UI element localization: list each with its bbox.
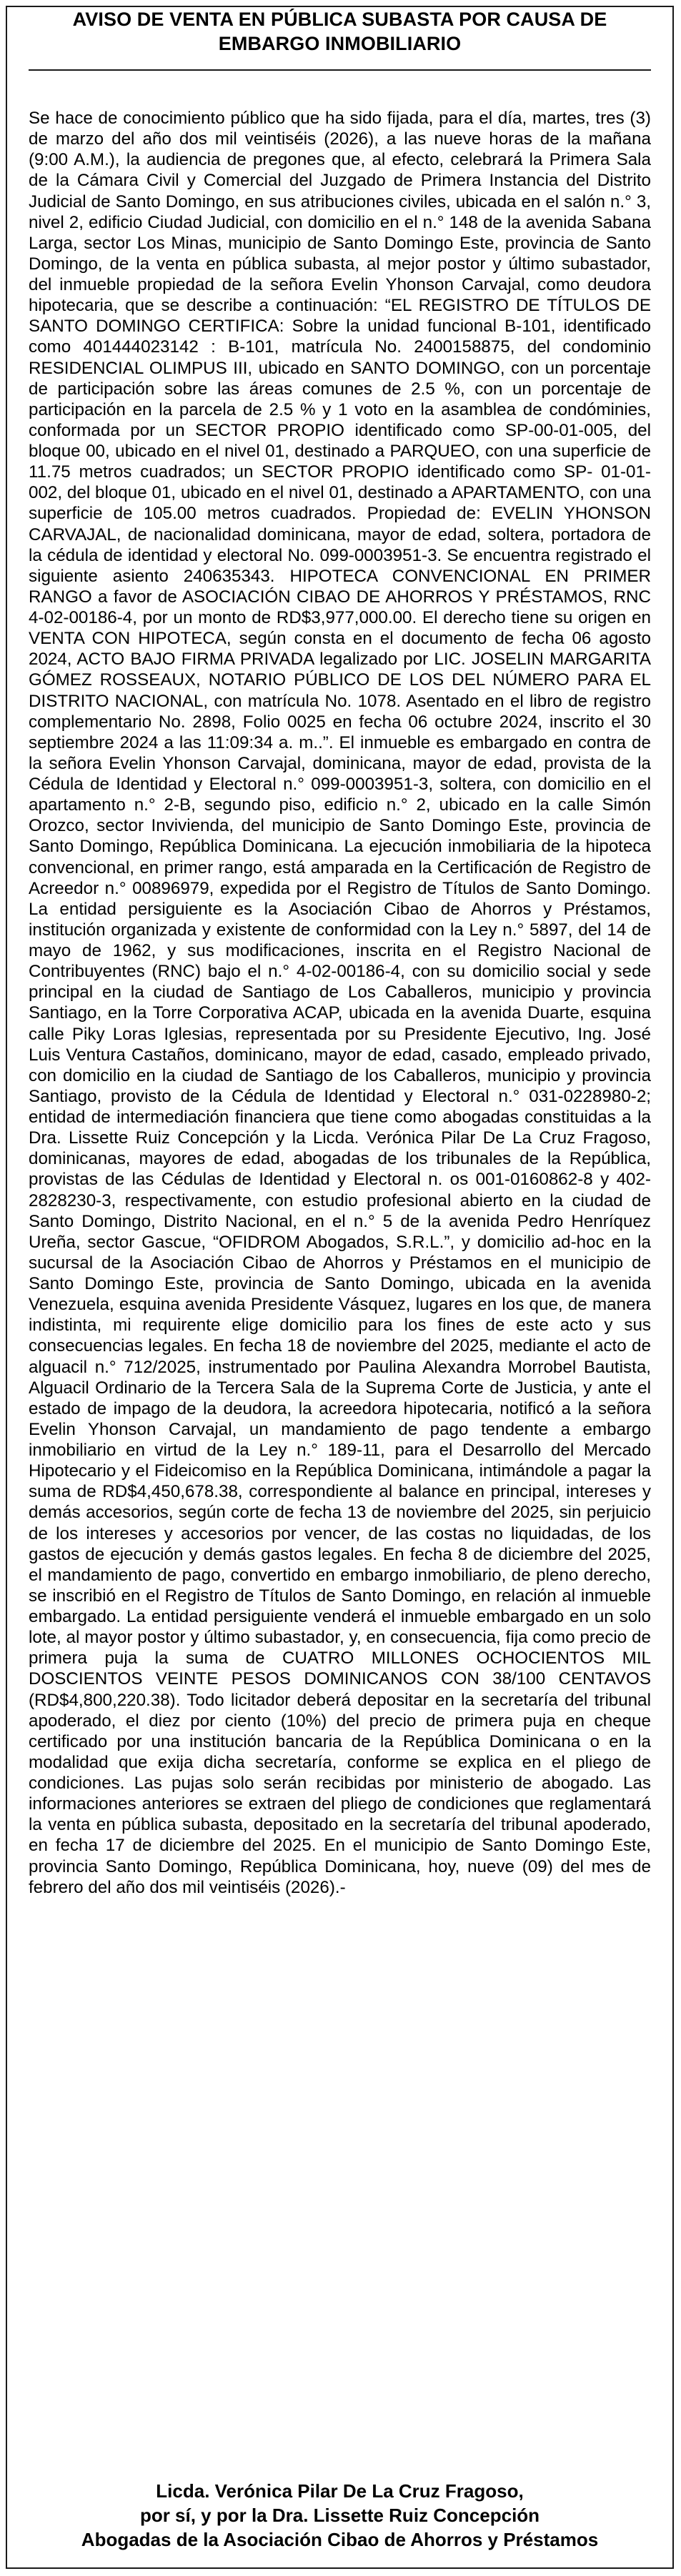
- signature-block: [29, 2479, 651, 2552]
- signature-affiliation: Abogadas de la Asociación Cibao de Ahorros y Préstamos: [81, 2529, 599, 2550]
- signature-on-behalf: por sí, y por la Dra. Lissette Ruiz Concepción: [139, 2505, 540, 2526]
- notice-title-line-2: EMBARGO INMOBILIARIO: [218, 33, 462, 54]
- notice-frame: [6, 6, 674, 2569]
- notice-title-line-1: AVISO DE VENTA EN PÚBLICA SUBASTA POR CAUSA DE: [72, 9, 607, 30]
- notice-body: Se hace de conocimiento público que ha sido fijada, para el día, martes, tres (3) de marzo del año dos mil veintiséis (2026), a las nueve horas de la mañana (9:00 A.M.), la audiencia de pregones que, al efecto, celebrará la Primera Sala de la Cámara Civil y Comercial del Juzgado de Primera Instancia del Distrito Judicial de Santo Domingo, en sus atribuciones civiles, ubicada en el salón n.° 3, nivel 2, edificio Ciudad Judicial, con domicilio en el n.° 148 de la avenida Sabana Larga, sector Los Minas, municipio de Santo Domingo Este, provincia de Santo Domingo, de la venta en pública subasta, al mejor postor y último subastador, del inmueble propiedad de la señora Evelin Yhonson Carvajal, como deudora hipotecaria, que se describe a continuación: “EL REGISTRO DE TÍTULOS DE SANTO DOMINGO CERTIFICA: Sobre la unidad funcional B-101, identificado como 401444023142 : B-101, matrícula No. 2400158875, del condominio RESIDENCIAL OLIMPUS III, ubicado en SANTO DOMINGO, con un porcentaje de participación sobre las áreas comunes de 2.5 %, con un porcentaje de participación en la parcela de 2.5 % y 1 voto en la asamblea de condóminies, conformada por un SECTOR PROPIO identificado como SP-00-01-005, del bloque 00, ubicado en el nivel 01, destinado a PARQUEO, con una superficie de 11.75 metros cuadrados; un SECTOR PROPIO identificado como SP- 01-01-002, del bloque 01, ubicado en el nivel 01, destinado a APARTAMENTO, con una superficie de 105.00 metros cuadrados. Propiedad de: EVELIN YHONSON CARVAJAL, de nacionalidad dominicana, mayor de edad, soltera, portadora de la cédula de identidad y electoral No. 099-0003951-3. Se encuentra registrado el siguiente asiento 240635343. HIPOTECA CONVENCIONAL EN PRIMER RANGO a favor de ASOCIACIÓN CIBAO DE AHORROS Y PRÉSTAMOS, RNC 4-02-00186-4, por un monto de RD$3,977,000.00. El derecho tiene su origen en VENTA CON HIPOTECA, según consta en el documento de fecha 06 agosto 2024, ACTO BAJO FIRMA PRIVADA legalizado por LIC. JOSELIN MARGARITA GÓMEZ ROSSEAUX, NOTARIO PÚBLICO DE LOS DEL NÚMERO PARA EL DISTRITO NACIONAL, con matrícula No. 1078. Asentado en el libro de registro complementario No. 2898, Folio 0025 en fecha 06 octubre 2024, inscrito el 30 septiembre 2024 a las 11:09:34 a. m..”. El inmueble es embargado en contra de la señora Evelin Yhonson Carvajal, dominicana, mayor de edad, provista de la Cédula de Identidad y Electoral n.° 099-0003951-3, soltera, con domicilio en el apartamento n.° 2-B, segundo piso, edificio n.° 2, ubicado en la calle Simón Orozco, sector Invivienda, del municipio de Santo Domingo Este, provincia de Santo Domingo, República Dominicana. La ejecución inmobiliaria de la hipoteca convencional, en primer rango, está amparada en la Certificación de Registro de Acreedor n.° 00896979, expedida por el Registro de Títulos de Santo Domingo. La entidad persiguiente es la Asociación Cibao de Ahorros y Préstamos, institución organizada y existente de conformidad con la Ley n.° 5897, del 14 de mayo de 1962, y sus modificaciones, inscrita en el Registro Nacional de Contribuyentes (RNC) bajo el n.° 4-02-00186-4, con su domicilio social y sede principal en la ciudad de Santiago de Los Caballeros, municipio y provincia Santiago, en la Torre Corporativa ACAP, ubicada en la avenida Duarte, esquina calle Piky Loras Iglesias, representada por su Presidente Ejecutivo, Ing. José Luis Ventura Castaños, dominicano, mayor de edad, casado, empleado privado, con domicilio en la ciudad de Santiago de los Caballeros, municipio y provincia Santiago, provisto de la Cédula de Identidad y Electoral n.° 031-0228980-2; entidad de intermediación financiera que tiene como abogadas constituidas a la Dra. Lissette Ruiz Concepción y la Licda. Verónica Pilar De La Cruz Fragoso, dominicanas, mayores de edad, abogadas de los tribunales de la República, provistas de las Cédulas de Identidad y Electoral n. os 001-0160862-8 y 402-2828230-3, respectivamente, con estudio profesional abierto en la ciudad de Santo Domingo, Distrito Nacional, en el n.° 5 de la avenida Pedro Henríquez Ureña, sector Gascue, “OFIDROM Abogados, S.R.L.”, y domicilio ad-hoc en la sucursal de la Asociación Cibao de Ahorros y Préstamos en el municipio de Santo Domingo Este, provincia de Santo Domingo, ubicada en la avenida Venezuela, esquina avenida Presidente Vásquez, lugares en los que, de manera indistinta, mi requirente elige domicilio para los fines de este acto y sus consecuencias legales. En fecha 18 de noviembre del 2025, mediante el acto de alguacil n.° 712/2025, instrumentado por Paulina Alexandra Morrobel Bautista, Alguacil Ordinario de la Tercera Sala de la Suprema Corte de Justicia, y ante el estado de impago de la deudora, la acreedora hipotecaria, notificó a la señora Evelin Yhonson Carvajal, un mandamiento de pago tendente a embargo inmobiliario en virtud de la Ley n.° 189-11, para el Desarrollo del Mercado Hipotecario y el Fideicomiso en la República Dominicana, intimándole a pagar la suma de RD$4,450,678.38, correspondiente al balance en principal, intereses y demás accesorios, según corte de fecha 13 de noviembre del 2025, sin perjuicio de los intereses y accesorios por vencer, de las costas no liquidadas, de los gastos de ejecución y demás gastos legales. En fecha 8 de diciembre del 2025, el mandamiento de pago, convertido en embargo inmobiliario, de pleno derecho, se inscribió en el Registro de Títulos de Santo Domingo, en relación al inmueble embargado. La entidad persiguiente venderá el inmueble embargado en un solo lote, al mayor postor y último subastador, y, en consecuencia, fija como precio de primera puja la suma de CUATRO MILLONES OCHOCIENTOS MIL DOSCIENTOS VEINTE PESOS DOMINICANOS CON 38/100 CENTAVOS (RD$4,800,220.38). Todo licitador deberá depositar en la secretaría del tribunal apoderado, el diez por ciento (10%) del precio de primera puja en cheque certificado por una institución bancaria de la República Dominicana o en la modalidad que exija dicha secretaría, conforme se explica en el pliego de condiciones. Las pujas solo serán recibidas por ministerio de abogado. Las informaciones anteriores se extraen del pliego de condiciones que reglamentará la venta en pública subasta, depositado en la secretaría del tribunal apoderado, en fecha 17 de diciembre del 2025. En el municipio de Santo Domingo Este, provincia Santo Domingo, República Dominicana, hoy, nueve (09) del mes de febrero del año dos mil veintiséis (2026).-: [29, 109, 651, 1897]
- signature-name: Licda. Verónica Pilar De La Cruz Fragoso,: [156, 2480, 524, 2502]
- notice-title: [29, 7, 651, 62]
